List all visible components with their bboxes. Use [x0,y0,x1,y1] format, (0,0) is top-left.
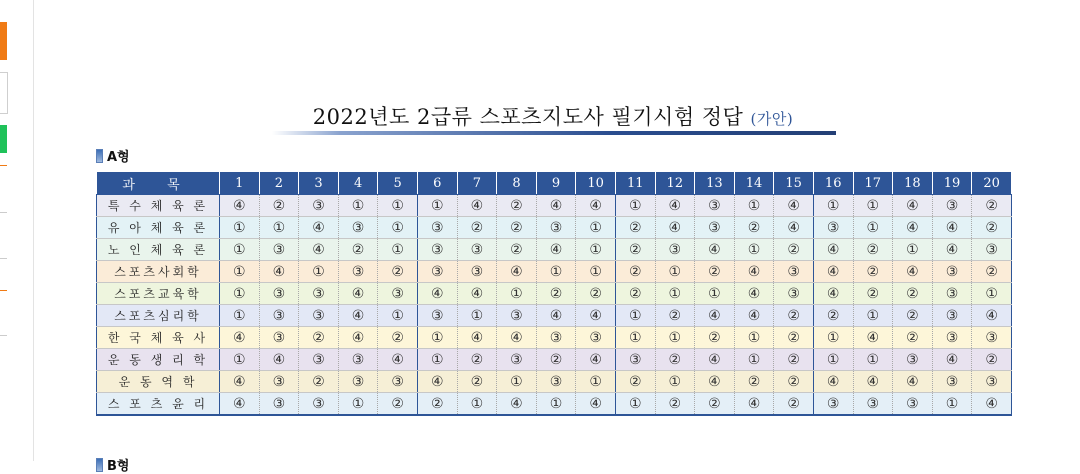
question-number-header: 18 [893,172,933,195]
answer-cell: ④ [695,305,735,327]
subject-cell: 스 포 츠 윤 리 [97,393,220,416]
answer-cell: ② [853,239,893,261]
answer-cell: ④ [576,195,616,217]
answer-cell: ④ [259,349,299,371]
gray-divider [0,335,7,336]
answer-cell: ④ [813,371,853,393]
answer-cell: ④ [734,283,774,305]
table-row [97,371,1012,393]
answer-cell: ④ [774,217,814,239]
answer-cell: ③ [497,305,537,327]
answer-cell: ② [893,283,933,305]
answer-cell: ③ [259,239,299,261]
answer-cell: ② [378,327,418,349]
table-row [97,261,1012,283]
answer-cell: ④ [932,239,972,261]
answer-cell: ① [576,239,616,261]
section-b-label: B형 [107,459,130,474]
answer-cell: ③ [259,393,299,416]
answer-cell: ③ [497,349,537,371]
answer-cell: ④ [417,371,457,393]
table-row [97,239,1012,261]
answer-cell: ② [615,261,655,283]
answer-cell: ② [774,371,814,393]
answer-cell: ② [615,283,655,305]
answer-cell: ② [972,217,1012,239]
answer-cell: ② [457,349,497,371]
orange-divider [0,165,7,166]
answer-cell: ① [220,305,260,327]
answer-cell: ③ [259,327,299,349]
answer-cell: ① [378,239,418,261]
answer-cell: ④ [576,305,616,327]
left-app-strip [0,0,34,461]
question-number-header: 20 [972,172,1012,195]
answer-cell: ③ [259,283,299,305]
table-row [97,327,1012,349]
answer-cell: ③ [338,371,378,393]
answer-cell: ③ [536,327,576,349]
answer-cell: ① [655,371,695,393]
answer-cell: ④ [417,283,457,305]
table-row [97,283,1012,305]
question-number-header: 3 [299,172,339,195]
answer-cell: ① [576,371,616,393]
answer-cell: ① [734,349,774,371]
question-number-header: 4 [338,172,378,195]
answer-cell: ④ [972,393,1012,416]
answer-cell: ③ [695,195,735,217]
question-number-header: 9 [536,172,576,195]
subject-cell: 스포츠사회학 [97,261,220,283]
answer-cell: ② [536,349,576,371]
answer-cell: ① [655,261,695,283]
answer-cell: ③ [259,305,299,327]
answer-cell: ② [536,283,576,305]
question-number-header: 1 [220,172,260,195]
question-number-header: 15 [774,172,814,195]
answer-cell: ④ [220,327,260,349]
answer-cell: ③ [378,283,418,305]
answer-cell: ① [615,305,655,327]
answer-cell: ④ [220,371,260,393]
answer-cell: ① [338,195,378,217]
answer-cell: ① [734,239,774,261]
answer-cell: ② [893,305,933,327]
answer-cell: ① [457,393,497,416]
answer-cell: ① [220,283,260,305]
answer-cell: ③ [774,283,814,305]
answer-cell: ③ [457,239,497,261]
answer-cell: ① [695,283,735,305]
answer-cell: ④ [299,217,339,239]
answer-cell: ③ [813,217,853,239]
answer-table [96,171,1012,416]
answer-cell: ④ [259,261,299,283]
answer-cell: ③ [378,371,418,393]
answer-cell: ② [695,261,735,283]
answer-cell: ① [378,195,418,217]
answer-cell: ① [299,261,339,283]
subject-cell: 노 인 체 육 론 [97,239,220,261]
answer-cell: ① [932,393,972,416]
answer-cell: ④ [932,349,972,371]
table-row [97,217,1012,239]
table-row [97,349,1012,371]
answer-cell: ④ [695,239,735,261]
orange-divider [0,290,7,291]
answer-cell: ① [378,217,418,239]
answer-cell: ④ [813,239,853,261]
answer-cell: ④ [338,305,378,327]
section-a-label: A형 [107,150,130,165]
subject-cell: 스포츠교육학 [97,283,220,305]
section-b-heading [96,455,129,474]
answer-cell: ① [338,393,378,416]
answer-cell: ③ [299,195,339,217]
answer-cell: ④ [655,195,695,217]
subject-cell: 특 수 체 육 론 [97,195,220,217]
answer-cell: ③ [417,217,457,239]
answer-cell: ① [813,327,853,349]
answer-cell: ④ [536,195,576,217]
answer-cell: ② [497,195,537,217]
table-row [97,305,1012,327]
answer-cell: ① [972,283,1012,305]
answer-cell: ④ [536,305,576,327]
answer-cell: ③ [299,283,339,305]
subject-cell: 운 동 역 학 [97,371,220,393]
answer-cell: ③ [853,393,893,416]
answer-cell: ② [774,305,814,327]
question-number-header: 8 [497,172,537,195]
answer-cell: ③ [932,195,972,217]
subject-column-header: 과 목 [97,172,220,195]
question-number-header: 13 [695,172,735,195]
answer-cell: ② [972,349,1012,371]
answer-cell: ② [457,371,497,393]
answer-cell: ② [972,195,1012,217]
section-bullet-icon [96,458,103,472]
answer-cell: ③ [536,371,576,393]
answer-cell: ② [497,217,537,239]
question-number-header: 5 [378,172,418,195]
gray-divider [0,212,7,213]
answer-cell: ④ [972,305,1012,327]
document-title [270,101,836,131]
section-bullet-icon [96,149,103,163]
answer-cell: ② [853,261,893,283]
answer-cell: ③ [972,239,1012,261]
answer-cell: ② [655,305,695,327]
answer-cell: ④ [457,283,497,305]
answer-cell: ① [536,261,576,283]
table-row [97,195,1012,217]
answer-cell: ③ [972,371,1012,393]
answer-cell: ① [893,239,933,261]
answer-cell: ② [259,195,299,217]
answer-cell: ③ [299,349,339,371]
table-header-row [97,172,1012,195]
answer-cell: ③ [299,393,339,416]
answer-cell: ① [220,261,260,283]
answer-cell: ④ [734,261,774,283]
answer-cell: ① [259,217,299,239]
question-number-header: 6 [417,172,457,195]
answer-cell: ④ [695,349,735,371]
answer-cell: ③ [655,239,695,261]
answer-cell: ② [497,239,537,261]
table-body [97,195,1012,416]
question-number-header: 12 [655,172,695,195]
answer-cell: ③ [299,305,339,327]
answer-cell: ④ [576,393,616,416]
answer-cell: ① [457,305,497,327]
answer-cell: ② [813,305,853,327]
subject-cell: 유 아 체 육 론 [97,217,220,239]
answer-cell: ③ [932,261,972,283]
answer-cell: ③ [893,393,933,416]
answer-cell: ② [615,371,655,393]
answer-cell: ② [615,239,655,261]
answer-cell: ② [417,393,457,416]
answer-cell: ④ [813,283,853,305]
answer-cell: ④ [457,195,497,217]
answer-cell: ④ [813,261,853,283]
answer-cell: ② [378,393,418,416]
answer-cell: ① [220,239,260,261]
answer-cell: ④ [893,217,933,239]
title-main: 2022년도 2급류 스포츠지도사 필기시험 정답 [312,105,744,129]
answer-cell: ③ [576,327,616,349]
answer-cell: ② [457,217,497,239]
answer-cell: ② [774,393,814,416]
answer-cell: ① [615,195,655,217]
question-number-header: 2 [259,172,299,195]
answer-cell: ② [734,217,774,239]
answer-cell: ④ [220,195,260,217]
question-number-header: 7 [457,172,497,195]
answer-cell: ③ [932,327,972,349]
answer-cell: ① [615,393,655,416]
answer-cell: ④ [893,261,933,283]
answer-cell: ② [853,283,893,305]
answer-cell: ① [576,261,616,283]
green-tab[interactable] [0,125,7,153]
question-number-header: 11 [615,172,655,195]
answer-cell: ① [536,393,576,416]
answer-cell: ④ [932,217,972,239]
subject-cell: 스포츠심리학 [97,305,220,327]
answer-cell: ① [853,349,893,371]
title-sub: (가안) [750,110,794,128]
answer-cell: ④ [378,349,418,371]
answer-cell: ③ [932,283,972,305]
answer-cell: ② [774,349,814,371]
answer-cell: ① [853,305,893,327]
answer-cell: ② [774,327,814,349]
answer-cell: ① [813,349,853,371]
answer-cell: ④ [734,305,774,327]
answer-cell: ② [774,239,814,261]
answer-cell: ③ [417,261,457,283]
answer-cell: ② [695,393,735,416]
question-number-header: 14 [734,172,774,195]
answer-cell: ④ [497,393,537,416]
answer-cell: ④ [893,195,933,217]
answer-cell: ③ [259,371,299,393]
answer-cell: ④ [536,239,576,261]
answer-cell: ④ [299,239,339,261]
section-a-heading [96,146,130,165]
answer-cell: ② [695,327,735,349]
answer-cell: ④ [853,327,893,349]
question-number-header: 17 [853,172,893,195]
gray-divider [0,258,7,259]
subject-cell: 한 국 체 육 사 [97,327,220,349]
answer-cell: ③ [893,349,933,371]
answer-cell: ③ [615,349,655,371]
frame-tab[interactable] [0,72,8,114]
answer-cell: ① [853,195,893,217]
answer-cell: ④ [576,349,616,371]
answer-cell: ① [615,327,655,349]
answer-cell: ② [615,217,655,239]
answer-cell: ③ [972,327,1012,349]
answer-cell: ① [853,217,893,239]
answer-cell: ① [220,349,260,371]
answer-cell: ② [338,239,378,261]
question-number-header: 19 [932,172,972,195]
answer-cell: ② [893,327,933,349]
answer-cell: ④ [497,327,537,349]
question-number-header: 16 [813,172,853,195]
table-row [97,393,1012,416]
answer-cell: ② [655,349,695,371]
answer-cell: ① [734,327,774,349]
answer-cell: ③ [417,305,457,327]
answer-cell: ③ [417,239,457,261]
answer-cell: ① [417,195,457,217]
answer-cell: ③ [932,371,972,393]
answer-cell: ② [299,371,339,393]
answer-cell: ④ [734,393,774,416]
answer-cell: ② [576,283,616,305]
answer-cell: ① [378,305,418,327]
answer-cell: ① [497,371,537,393]
answer-cell: ③ [457,261,497,283]
answer-cell: ④ [655,217,695,239]
answer-cell: ② [972,261,1012,283]
answer-cell: ③ [695,217,735,239]
answer-cell: ① [220,217,260,239]
answer-cell: ④ [338,283,378,305]
answer-cell: ④ [853,371,893,393]
subject-cell: 운 동 생 리 학 [97,349,220,371]
answer-cell: ③ [536,217,576,239]
answer-cell: ③ [813,393,853,416]
answer-cell: ① [734,195,774,217]
answer-cell: ④ [893,371,933,393]
answer-cell: ② [299,327,339,349]
answer-cell: ④ [338,327,378,349]
answer-cell: ① [576,217,616,239]
title-underline [272,131,836,135]
question-number-header: 10 [576,172,616,195]
answer-cell: ① [655,327,695,349]
answer-cell: ③ [338,349,378,371]
answer-cell: ① [813,195,853,217]
answer-cell: ① [497,283,537,305]
answer-cell: ② [655,393,695,416]
answer-cell: ④ [695,371,735,393]
answer-cell: ③ [932,305,972,327]
answer-cell: ② [378,261,418,283]
answer-cell: ④ [457,327,497,349]
answer-cell: ① [417,327,457,349]
answer-cell: ④ [497,261,537,283]
answer-cell: ③ [338,217,378,239]
answer-cell: ③ [774,261,814,283]
answer-cell: ④ [774,195,814,217]
orange-tab[interactable] [0,22,7,60]
answer-cell: ② [734,371,774,393]
answer-cell: ④ [220,393,260,416]
answer-cell: ③ [338,261,378,283]
answer-cell: ① [417,349,457,371]
answer-cell: ① [655,283,695,305]
